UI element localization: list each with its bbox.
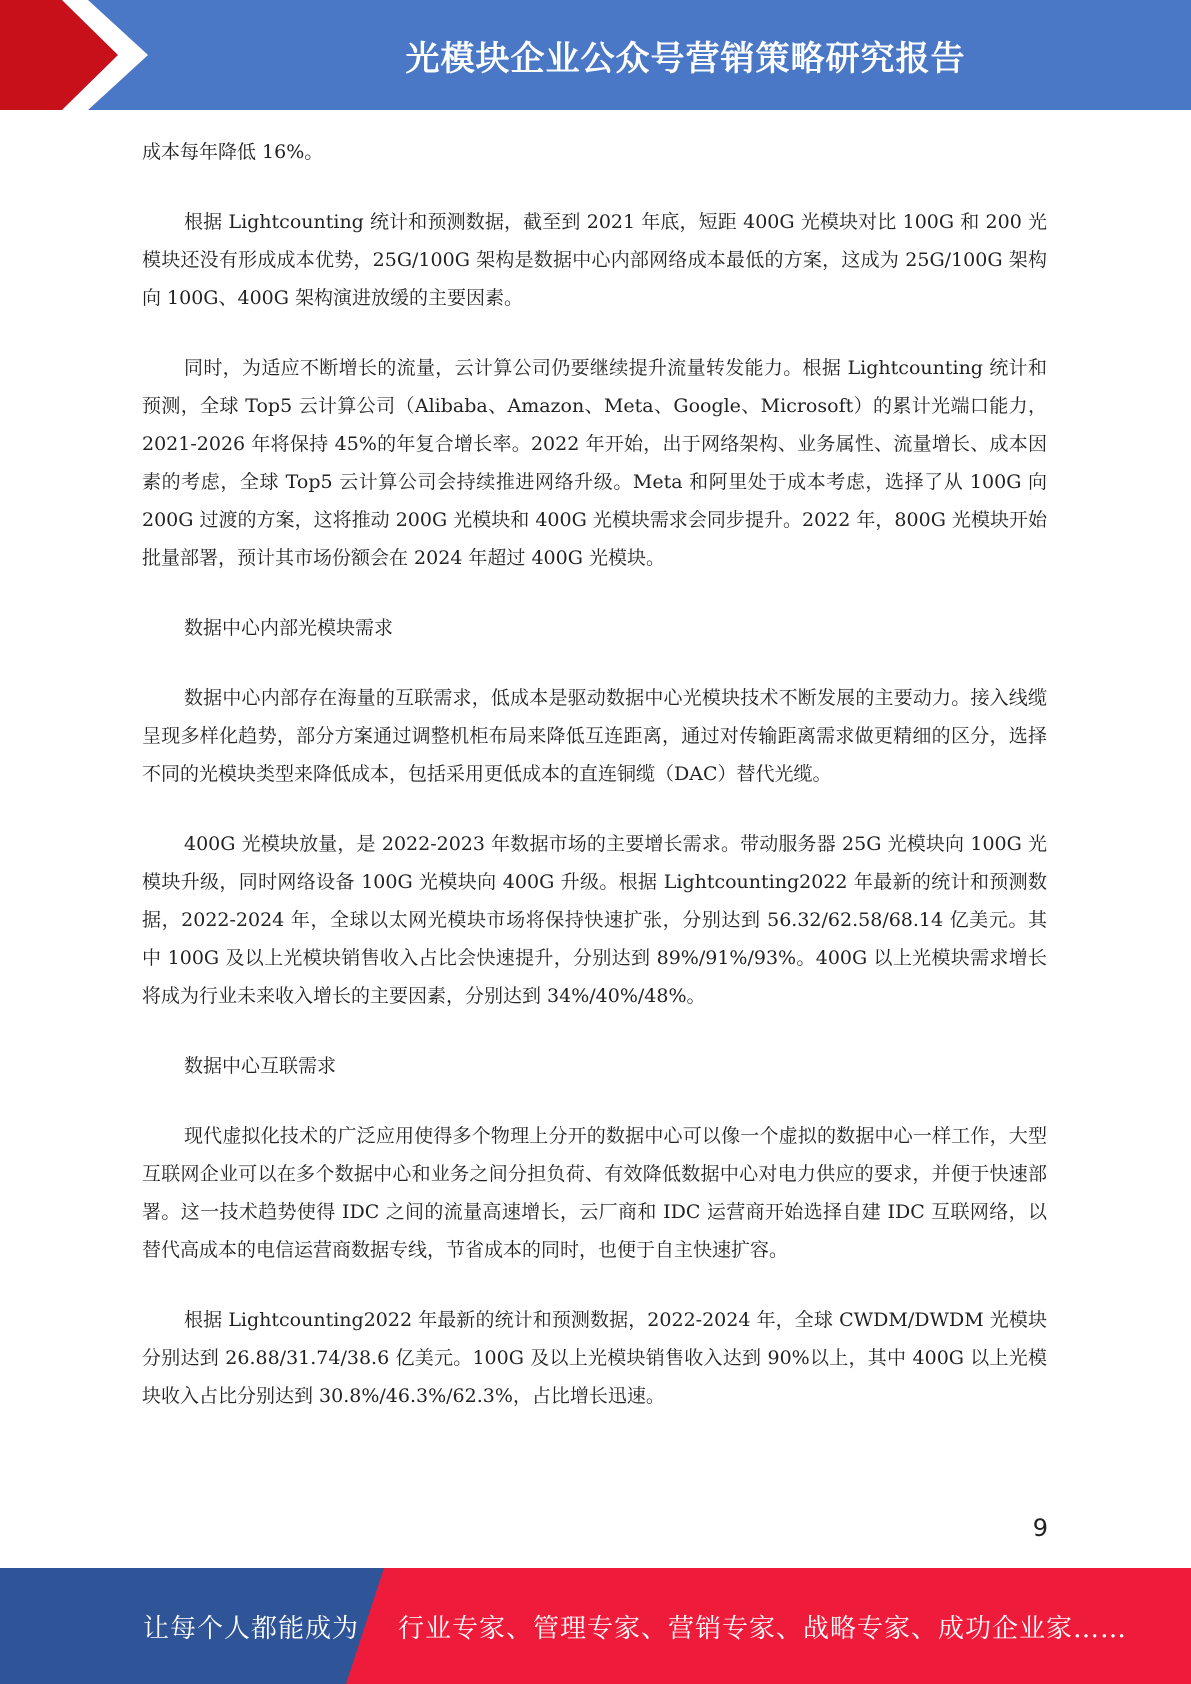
footer-slogan-right: 行业专家、管理专家、营销专家、战略专家、成功企业家…… — [398, 1613, 1128, 1644]
page-footer — [0, 1568, 1191, 1684]
section-heading-internal-demand: 数据中心内部光模块需求 — [184, 617, 394, 639]
paragraph-7: 根据 Lightcounting2022 年最新的统计和预测数据，2022-2024 年，全球 CWDM/DWDM 光模块分别达到 26.88/31.74/38.6 亿美元。100G 及以上光模块销售收入达到 90%以上，其中 400G 以上光模块收入占比分别达到 30.8%/46.3%/62.3%，占比增长迅速。 — [142, 1309, 1047, 1407]
paragraph-4: 数据中心内部存在海量的互联需求，低成本是驱动数据中心光模块技术不断发展的主要动力。接入线缆呈现多样化趋势，部分方案通过调整机柜布局来降低互连距离，通过对传输距离需求做更精细的区分，选择不同的光模块类型来降低成本，包括采用更低成本的直连铜缆（DAC）替代光缆。 — [142, 687, 1047, 785]
paragraph-1: 成本每年降低 16%。 — [142, 141, 324, 163]
paragraph-2: 根据 Lightcounting 统计和预测数据，截至到 2021 年底，短距 400G 光模块对比 100G 和 200 光模块还没有形成成本优势，25G/100G 架构是数据中心内部网络成本最低的方案，这成为 25G/100G 架构向 100G、400G 架构演进放缓的主要因素。 — [142, 211, 1047, 309]
paragraph-3: 同时，为适应不断增长的流量，云计算公司仍要继续提升流量转发能力。根据 Lightcounting 统计和预测，全球 Top5 云计算公司（Alibaba、Amazon、Meta、Google、Microsoft）的累计光端口能力，2021-2026 年将保持 45%的年复合增长率。2022 年开始，出于网络架构、业务属性、流量增长、成本因素的考虑，全球 Top5 云计算公司会持续推进网络升级。Meta 和阿里处于成本考虑，选择了从 100G 向 200G 过渡的方案，这将推动 200G 光模块和 400G 光模块需求会同步提升。2022 年，800G 光模块开始批量部署，预计其市场份额会在 2024 年超过 400G 光模块。 — [142, 357, 1047, 569]
page-header — [0, 0, 1191, 110]
document-body — [142, 133, 1047, 1447]
paragraph-6: 现代虚拟化技术的广泛应用使得多个物理上分开的数据中心可以像一个虚拟的数据中心一样工作，大型互联网企业可以在多个数据中心和业务之间分担负荷、有效降低数据中心对电力供应的要求，并便于快速部署。这一技术趋势使得 IDC 之间的流量高速增长，云厂商和 IDC 运营商开始选择自建 IDC 互联网络，以替代高成本的电信运营商数据专线，节省成本的同时，也便于自主快速扩容。 — [142, 1125, 1047, 1261]
paragraph-5: 400G 光模块放量，是 2022-2023 年数据市场的主要增长需求。带动服务器 25G 光模块向 100G 光模块升级，同时网络设备 100G 光模块向 400G 升级。根据 Lightcounting2022 年最新的统计和预测数据，2022-2024 年，全球以太网光模块市场将保持快速扩张，分别达到 56.32/62.58/68.14 亿美元。其中 100G 及以上光模块销售收入占比会快速提升，分别达到 89%/91%/93%。400G 以上光模块需求增长将成为行业未来收入增长的主要因素，分别达到 34%/40%/48%。 — [142, 833, 1047, 1007]
section-heading-interconnect-demand: 数据中心互联需求 — [184, 1055, 337, 1077]
header-chevron-decoration — [0, 0, 160, 110]
document-title: 光模块企业公众号营销策略研究报告 — [405, 38, 966, 79]
page-number: 9 — [1032, 1514, 1048, 1542]
footer-slogan-left: 让每个人都能成为 — [143, 1613, 360, 1644]
